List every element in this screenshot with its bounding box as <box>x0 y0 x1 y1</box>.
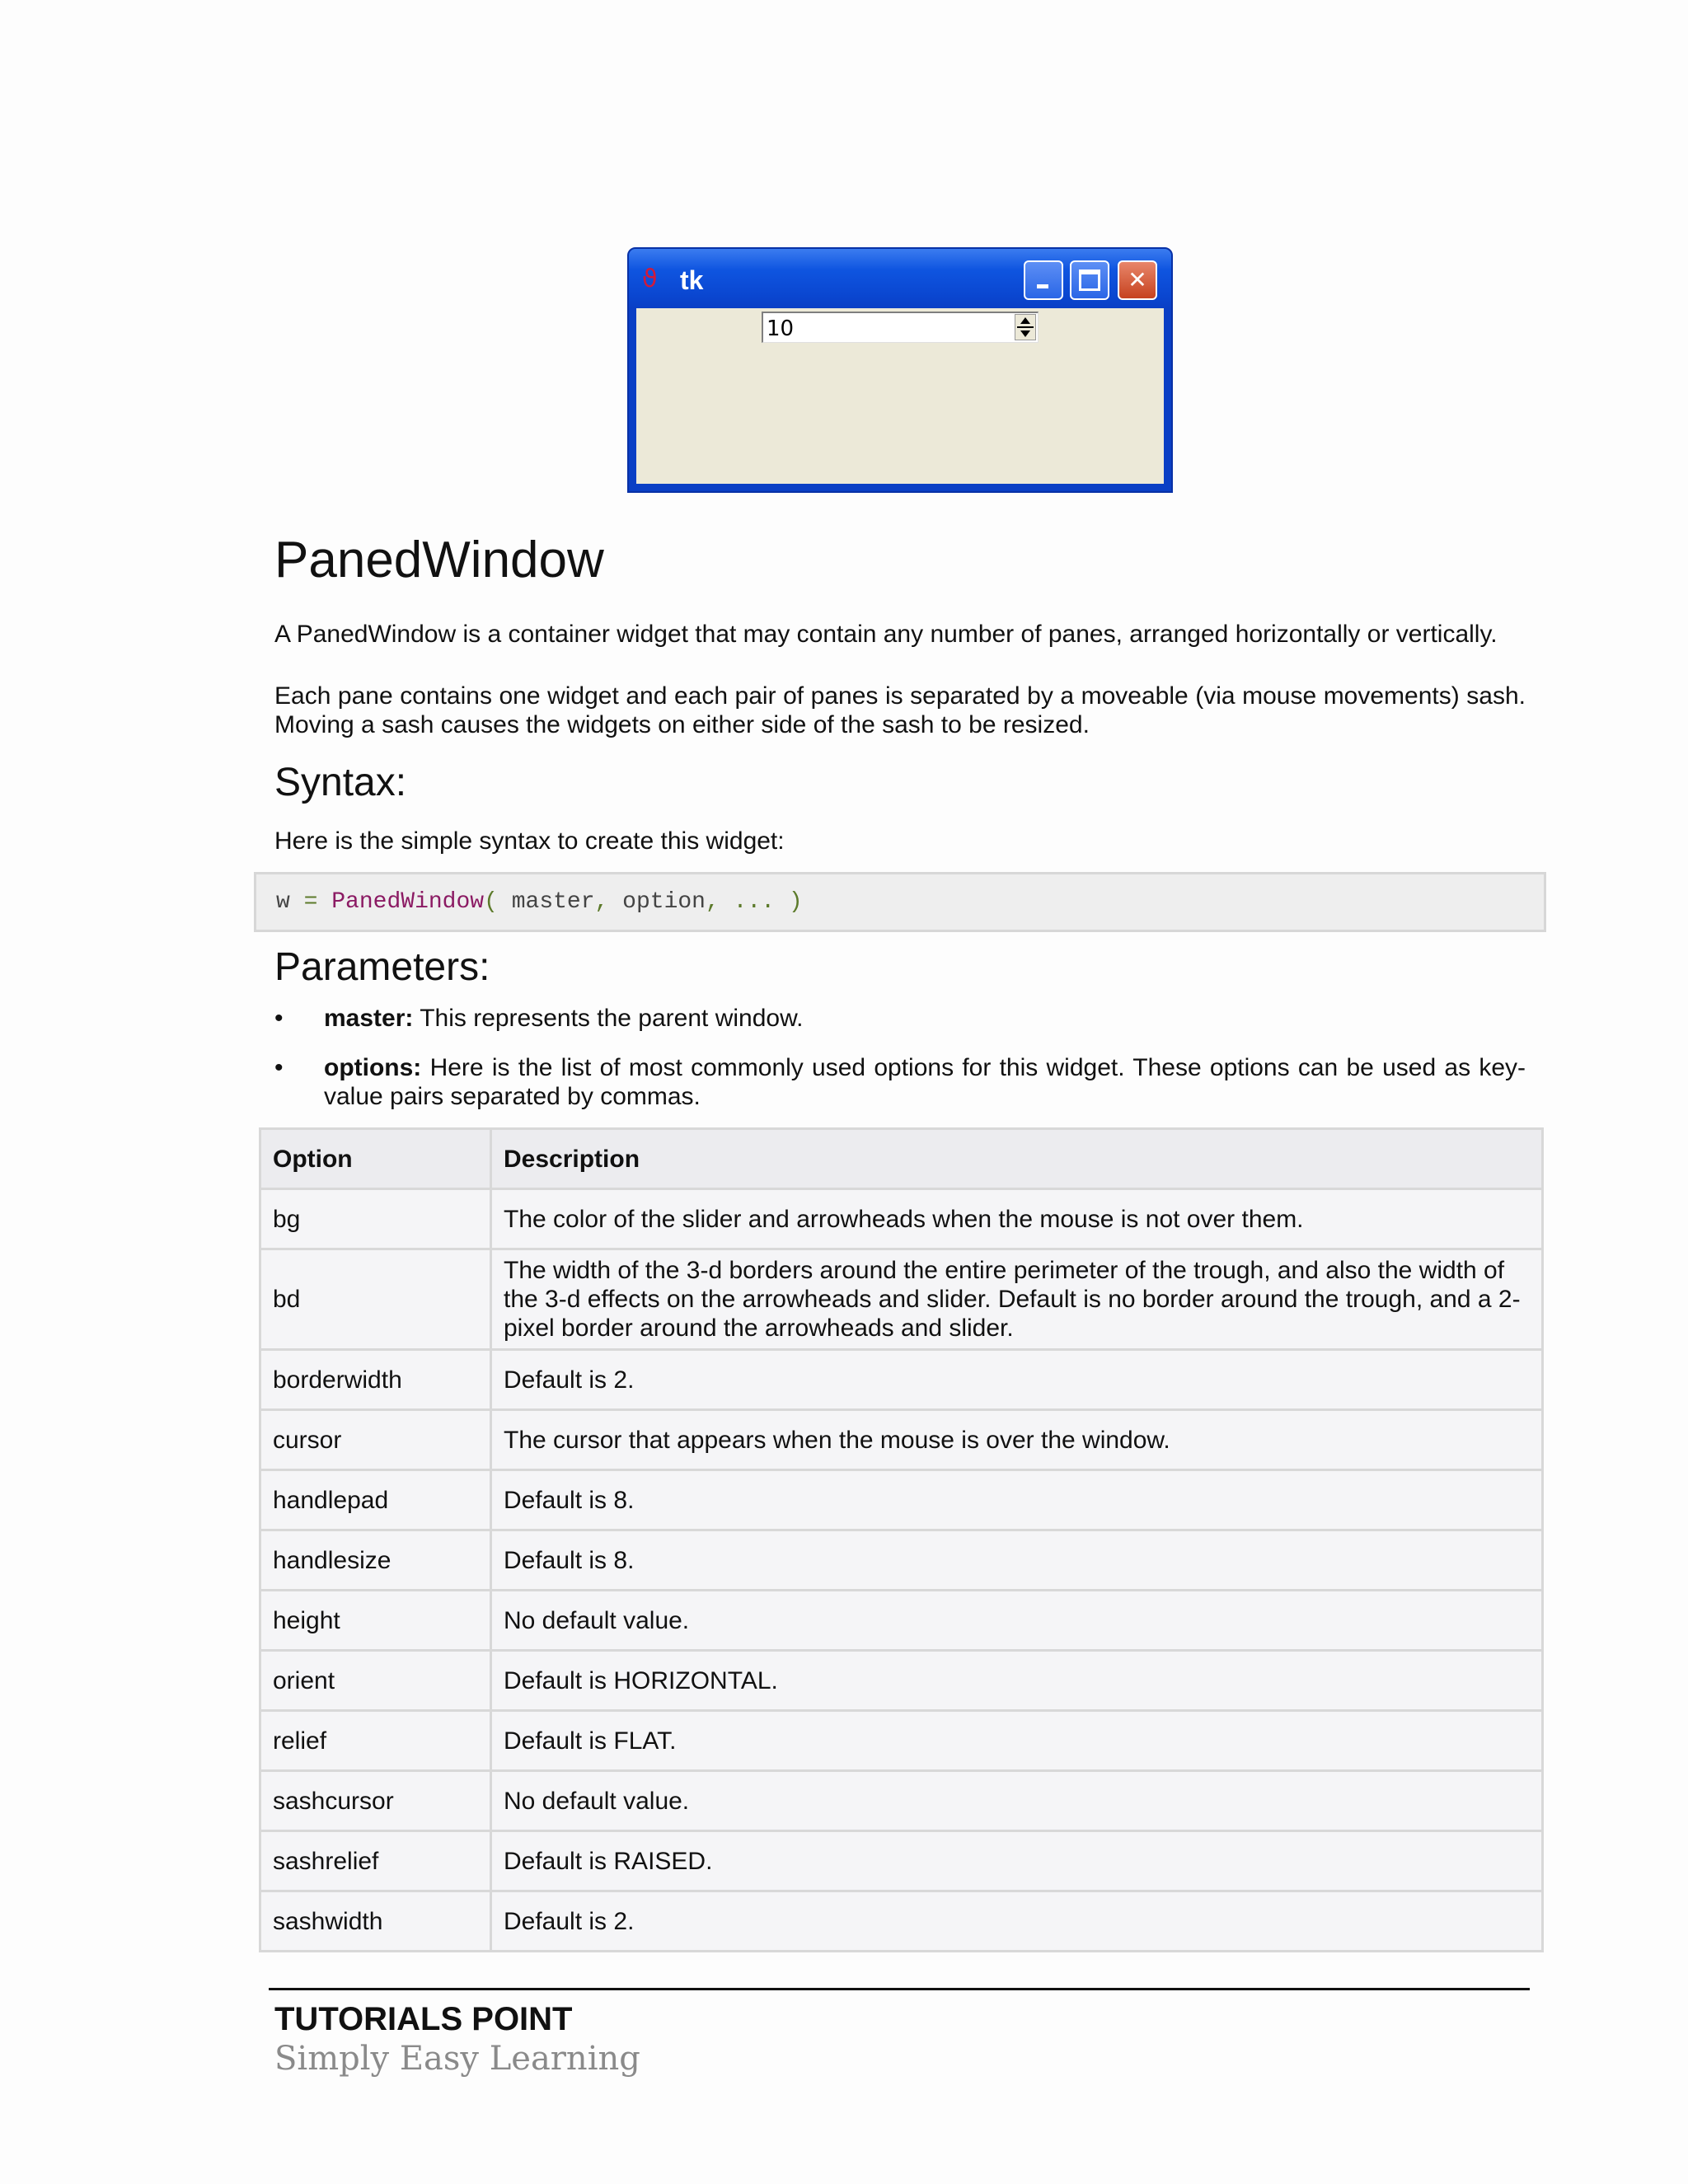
spinbox-arrows[interactable] <box>1015 314 1036 340</box>
spinbox-value[interactable]: 10 <box>767 316 795 341</box>
intro-paragraph-1: A PanedWindow is a container widget that may contain any number of panes, arranged horizontally or vertically. <box>274 621 1498 648</box>
bullet-icon: • <box>274 1054 284 1081</box>
code-function: PanedWindow <box>331 889 485 915</box>
spin-down-arrow-icon[interactable] <box>1020 330 1030 337</box>
option-name: sashwidth <box>260 1891 491 1952</box>
parameter-description: Here is the list of most commonly used options for this widget. These options can be used as key-value pairs separated by commas. <box>324 1054 1526 1110</box>
footer-tagline: Simply Easy Learning <box>274 2040 640 2078</box>
code-arg-option: option <box>622 889 706 915</box>
option-name: bd <box>260 1249 491 1350</box>
close-button[interactable] <box>1118 260 1157 300</box>
minimize-button[interactable] <box>1024 260 1063 300</box>
options-table <box>259 1127 1544 1952</box>
table-row <box>260 1189 1543 1249</box>
option-description: The width of the 3-d borders around the entire perimeter of the trough, and also the width of the 3-d effects on the arrowheads and slider. Default is no border around the trough, and a 2-pixel border around the arrowheads and slider. <box>491 1249 1543 1350</box>
parameter-text <box>324 1004 1526 1033</box>
code-open-paren: ( <box>484 889 498 915</box>
option-description: Default is 8. <box>491 1530 1543 1591</box>
maximize-icon <box>1079 269 1100 291</box>
option-name: relief <box>260 1711 491 1771</box>
table-header-row <box>260 1129 1543 1189</box>
parameter-term: options: <box>324 1054 422 1081</box>
option-name: cursor <box>260 1410 491 1470</box>
option-description: Default is RAISED. <box>491 1831 1543 1891</box>
intro-paragraph-2: Each pane contains one widget and each pair of panes is separated by a moveable (via mouse movements) sash. Moving a sash causes the widgets on either side of the sash to be resized. <box>274 682 1526 738</box>
code-comma-2: , <box>706 889 720 915</box>
minimize-icon <box>1037 284 1048 288</box>
option-description: Default is FLAT. <box>491 1711 1543 1771</box>
option-description: The color of the slider and arrowheads when the mouse is not over them. <box>491 1189 1543 1249</box>
option-description: The cursor that appears when the mouse is over the window. <box>491 1410 1543 1470</box>
option-description: Default is 2. <box>491 1350 1543 1410</box>
header-description: Description <box>491 1129 1543 1189</box>
table-row <box>260 1591 1543 1651</box>
code-comma-1: , <box>594 889 609 915</box>
close-icon: ✕ <box>1128 267 1147 293</box>
option-description: Default is 2. <box>491 1891 1543 1952</box>
spinbox[interactable] <box>762 312 1039 343</box>
code-block <box>254 872 1546 932</box>
tk-feather-icon: ϑ <box>642 265 658 293</box>
tk-window-screenshot <box>627 247 1173 493</box>
option-name: handlesize <box>260 1530 491 1591</box>
option-name: orient <box>260 1651 491 1711</box>
table-row <box>260 1771 1543 1831</box>
option-name: height <box>260 1591 491 1651</box>
table-row <box>260 1350 1543 1410</box>
parameter-item-options <box>274 1053 1526 1119</box>
parameters-heading: Parameters: <box>274 945 490 989</box>
table-row <box>260 1249 1543 1350</box>
option-description: Default is HORIZONTAL. <box>491 1651 1543 1711</box>
footer-divider <box>269 1988 1530 1990</box>
code-close-paren: ) <box>788 889 803 915</box>
tk-window-client-area <box>636 308 1164 484</box>
option-description: No default value. <box>491 1771 1543 1831</box>
parameter-text <box>324 1053 1526 1111</box>
code-arg-master: master <box>511 889 595 915</box>
tk-window-title: tk <box>680 265 704 295</box>
parameter-description: This represents the parent window. <box>420 1005 804 1032</box>
maximize-button[interactable] <box>1070 260 1109 300</box>
footer-brand: TUTORIALS POINT <box>274 2001 573 2037</box>
table-row <box>260 1470 1543 1530</box>
bullet-icon: • <box>274 1005 284 1032</box>
option-name: bg <box>260 1189 491 1249</box>
syntax-heading: Syntax: <box>274 761 407 804</box>
tk-window-titlebar <box>629 249 1171 308</box>
spin-arrow-divider <box>1017 326 1034 328</box>
option-name: sashrelief <box>260 1831 491 1891</box>
page-title: PanedWindow <box>274 532 604 588</box>
table-row <box>260 1530 1543 1591</box>
header-option: Option <box>260 1129 491 1189</box>
table-row <box>260 1651 1543 1711</box>
table-row <box>260 1831 1543 1891</box>
code-eq: = <box>303 889 318 915</box>
table-row <box>260 1410 1543 1470</box>
code-var: w <box>276 889 290 915</box>
option-description: No default value. <box>491 1591 1543 1651</box>
table-row <box>260 1891 1543 1952</box>
code-line <box>276 888 803 916</box>
table-row <box>260 1711 1543 1771</box>
option-name: borderwidth <box>260 1350 491 1410</box>
parameter-item-master <box>274 1004 1526 1037</box>
code-ellipsis: ... <box>733 889 776 915</box>
option-name: sashcursor <box>260 1771 491 1831</box>
spin-up-arrow-icon[interactable] <box>1020 317 1030 324</box>
syntax-description: Here is the simple syntax to create this widget: <box>274 827 785 855</box>
option-name: handlepad <box>260 1470 491 1530</box>
option-description: Default is 8. <box>491 1470 1543 1530</box>
parameter-term: master: <box>324 1005 414 1032</box>
